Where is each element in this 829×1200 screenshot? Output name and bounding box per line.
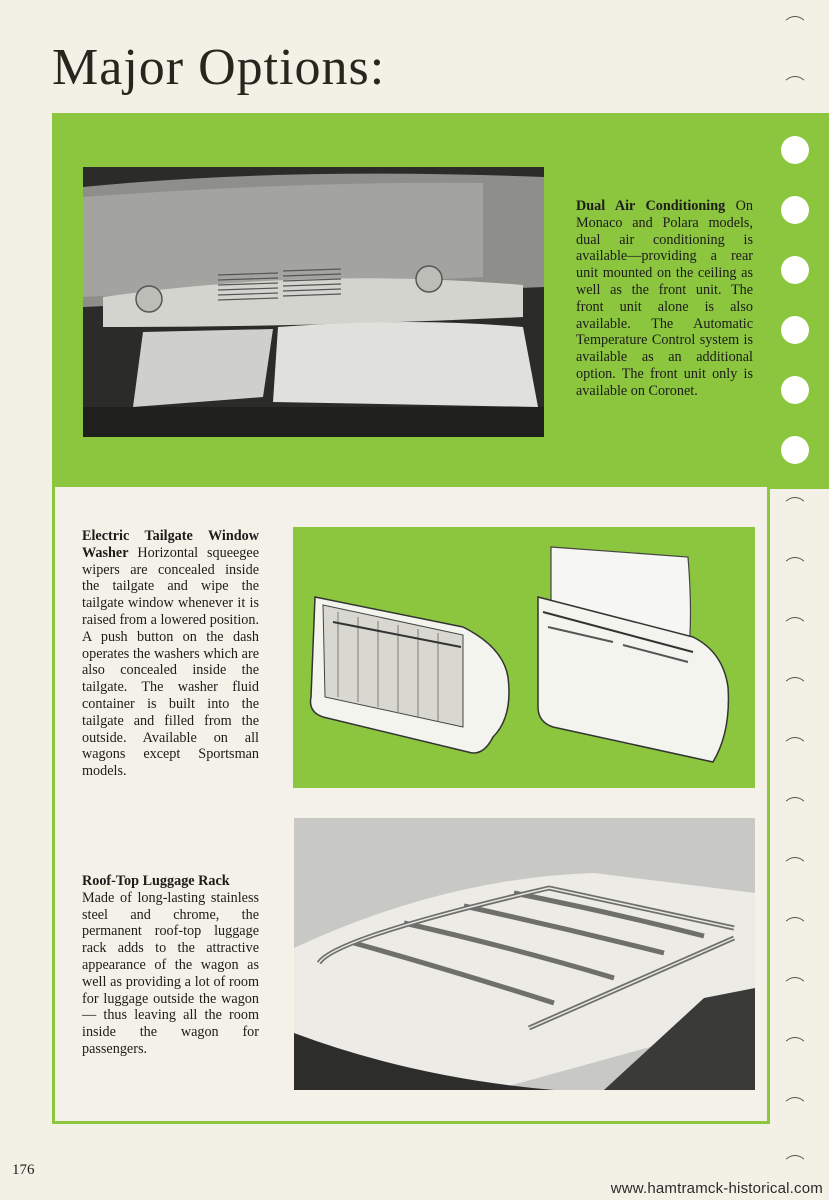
binder-hole-mark xyxy=(782,1097,808,1123)
watermark: www.hamtramck-historical.com xyxy=(610,1180,823,1197)
tailgate-washer-illustration xyxy=(293,527,755,788)
binder-hole-mark xyxy=(782,617,808,643)
section-body: On Monaco and Polara models, dual air conditioning is available—providing a rear unit mounted on the ceiling as well as the front unit. The front unit alone is also available. The Automatic Temperature Control system is available as an additional option. The front unit only is available on Coronet. xyxy=(576,198,753,399)
binder-hole-mark xyxy=(782,1155,808,1181)
section-heading: Electric Tailgate Window Washer xyxy=(82,528,259,561)
section-heading: Dual Air Conditioning xyxy=(576,198,726,214)
binder-hole-mark xyxy=(782,497,808,523)
section-heading: Roof-Top Luggage Rack xyxy=(82,873,230,889)
luggage-rack-description xyxy=(82,873,259,1058)
binder-hole-mark xyxy=(782,677,808,703)
page-number: 176 xyxy=(12,1162,35,1178)
binder-hole-mark xyxy=(782,977,808,1003)
binder-hole-mark xyxy=(782,917,808,943)
page-title: Major Options: xyxy=(52,39,386,96)
luggage-rack-photo xyxy=(294,818,755,1090)
binder-hole xyxy=(781,376,809,404)
binder-hole-mark xyxy=(782,857,808,883)
air-conditioning-photo xyxy=(83,167,544,437)
air-conditioning-description xyxy=(576,198,753,400)
binder-hole-mark xyxy=(782,557,808,583)
binder-hole xyxy=(781,436,809,464)
binder-hole xyxy=(781,196,809,224)
binder-hole-mark xyxy=(782,76,808,102)
binder-hole-mark xyxy=(782,737,808,763)
binder-hole xyxy=(781,316,809,344)
binder-hole-mark xyxy=(782,797,808,823)
tailgate-washer-description xyxy=(82,528,259,780)
binder-hole-mark xyxy=(782,1037,808,1063)
binder-hole xyxy=(781,136,809,164)
binder-hole-mark xyxy=(782,16,808,42)
binder-hole xyxy=(781,256,809,284)
section-body: Made of long-lasting stainless steel and chrome, the permanent roof-top luggage rack adds to the attractive appearance of the wagon as well as providing a lot of room for luggage outside the wagon — thus leaving all the room inside the wagon for passengers. xyxy=(82,889,259,1057)
section-body: Horizontal squeegee wipers are concealed inside the tailgate and wipe the tailgate window whenever it is raised from a lowered position. A push button on the dash operates the washers which are also concealed inside the tailgate. The washer fluid container is built into the tailgate and filled from the outside. Available on all wagons except Sportsman models. xyxy=(82,544,259,780)
